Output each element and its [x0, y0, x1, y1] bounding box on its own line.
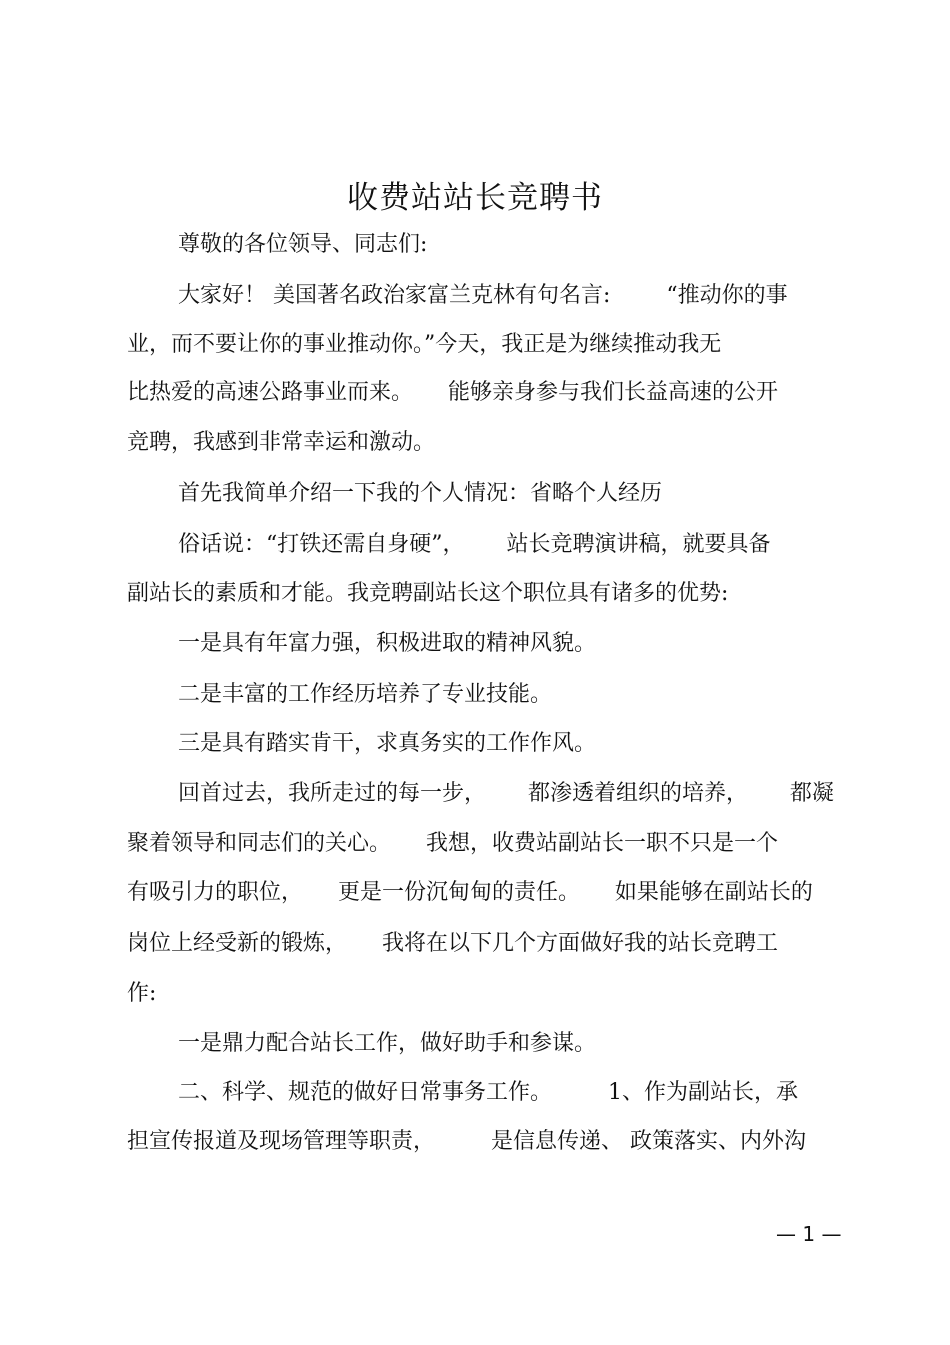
body-line: 俗话说：“打铁还需自身硬”， 站长竞聘演讲稿，就要具备: [178, 532, 771, 557]
body-line: 担宣传报道及现场管理等职责， 是信息传递、 政策落实、内外沟: [127, 1129, 806, 1154]
body-line: 竞聘，我感到非常幸运和激动。: [127, 430, 436, 455]
body-line: 大家好！ 美国著名政治家富兰克林有句名言: “推动你的事: [178, 283, 788, 308]
body-line: 二是丰富的工作经历培养了专业技能。: [178, 682, 553, 707]
body-line: 一是具有年富力强，积极进取的精神风貌。: [178, 631, 597, 656]
body-line: 回首过去，我所走过的每一步， 都渗透着组织的培养， 都凝: [178, 781, 834, 806]
body-line: 二、科学、规范的做好日常事务工作。 1、作为副站长，承: [178, 1080, 798, 1105]
body-line: 有吸引力的职位， 更是一份沉甸甸的责任。 如果能够在副站长的: [127, 880, 813, 905]
body-line: 尊敬的各位领导、同志们:: [178, 232, 428, 257]
body-line: 聚着领导和同志们的关心。 我想，收费站副站长一职不只是一个: [127, 831, 778, 856]
body-line: 首先我简单介绍一下我的个人情况：省略个人经历: [178, 481, 663, 506]
body-line: 副站长的素质和才能。我竞聘副站长这个职位具有诸多的优势:: [127, 581, 729, 606]
body-line: 三是具有踏实肯干，求真务实的工作作风。: [178, 731, 597, 756]
body-line: 一是鼎力配合站长工作，做好助手和参谋。: [178, 1031, 597, 1056]
document-title: 收费站站长竞聘书: [347, 180, 603, 216]
body-line: 业，而不要让你的事业推动你。”今天，我正是为继续推动我无: [127, 332, 722, 357]
body-line: 作:: [127, 981, 157, 1006]
body-line: 岗位上经受新的锻炼， 我将在以下几个方面做好我的站长竞聘工: [127, 931, 778, 956]
page-number: — 1 —: [776, 1222, 842, 1246]
body-line: 比热爱的高速公路事业而来。 能够亲身参与我们长益高速的公开: [127, 380, 778, 405]
